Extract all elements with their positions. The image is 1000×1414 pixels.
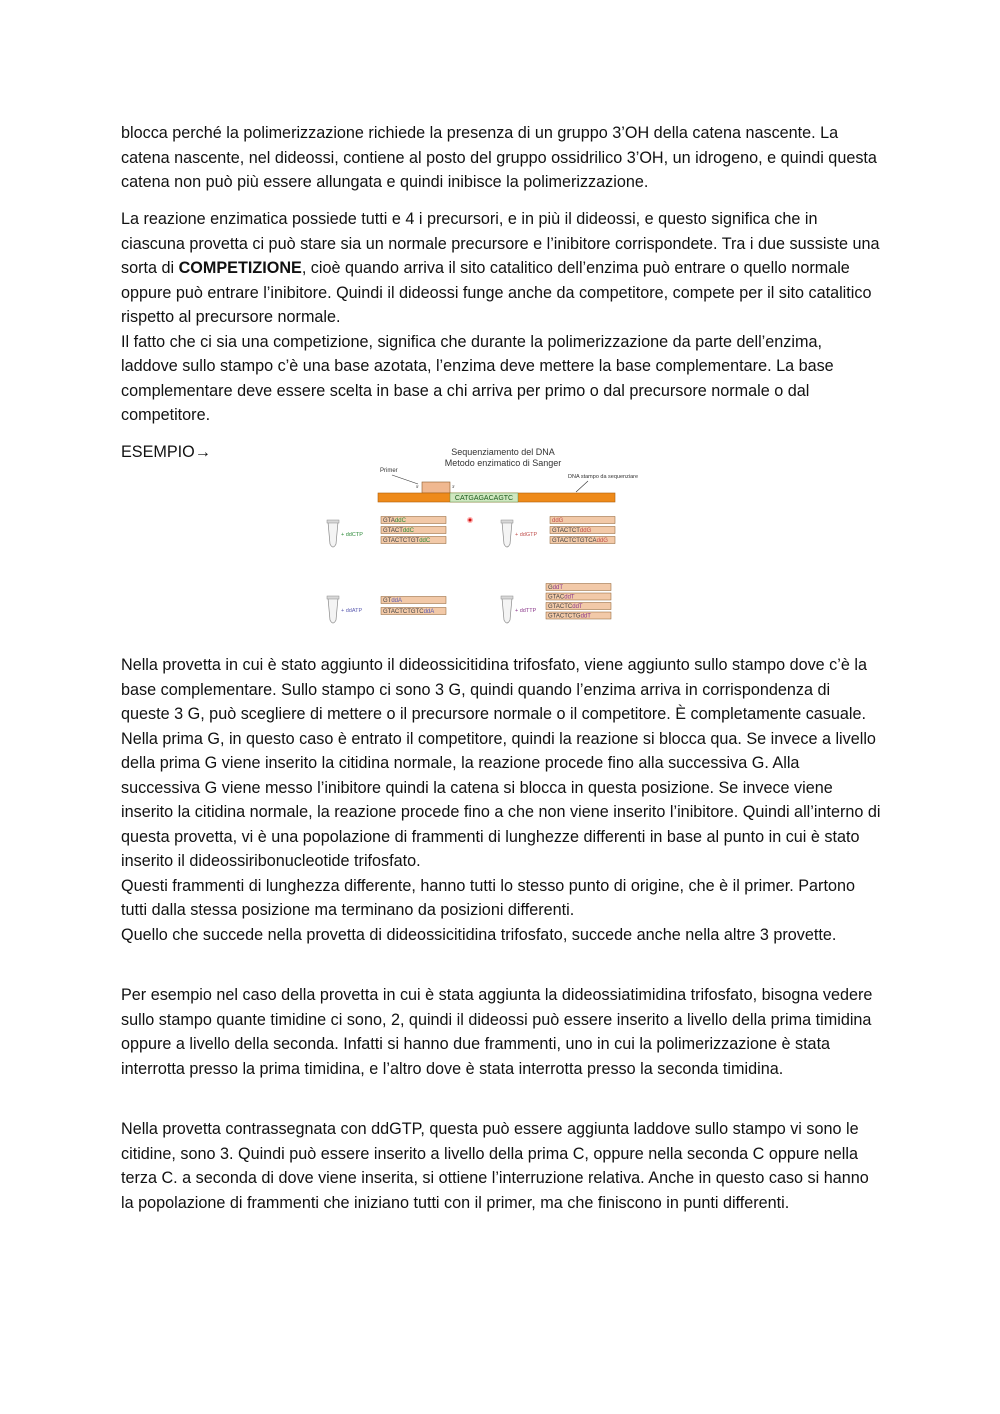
paragraph-2-line2: Il fatto che ci sia una competizione, significa che durante la polimerizzazione da parte dell’enzima, laddove sullo stampo c’è una base azotata, l’enzima deve mettere la base complementare. La base complementare deve essere scelta in base a chi arriva per primo o dal precursore normale o dal competitore. — [121, 332, 834, 424]
test-tube-icon — [328, 598, 338, 623]
paragraph-2 — [121, 207, 881, 428]
fragment-sequence: GTACTCTGTCddA — [383, 609, 435, 615]
three-prime-label: 3' — [452, 484, 455, 489]
fragment-sequence: GTACTCTGTCAddG — [552, 538, 608, 544]
tube-label: + ddGTP — [515, 532, 538, 538]
tube-label: + ddCTP — [341, 532, 363, 538]
paragraph-3-line4: Quello che succede nella provetta di dideossicitidina trifosfato, succede anche nella altre 3 provette. — [121, 925, 837, 944]
fragment-sequence: GTACTCddT — [548, 604, 583, 610]
keyword-competizione: COMPETIZIONE — [178, 259, 302, 277]
fragment-sequence: GTAddC — [383, 518, 406, 524]
fragment-sequence: GTACTCTddG — [552, 528, 592, 534]
paragraph-3 — [121, 653, 881, 947]
figure-title-line1: Sequenziamento del DNA — [451, 447, 555, 457]
sanger-sequencing-figure — [318, 440, 668, 635]
tube-groups — [327, 517, 615, 624]
primer-block — [422, 482, 450, 493]
fragment-sequence: GTACTddC — [383, 528, 414, 534]
fragment-sequence: ddG — [552, 518, 564, 524]
fragment-sequence: GTACTCTGddT — [548, 613, 591, 620]
figure-title-line2: Metodo enzimatico di Sanger — [444, 458, 562, 468]
test-tube-cap — [501, 520, 513, 523]
test-tube-cap — [501, 596, 513, 599]
template-sequence: CATGAGACAGTC — [454, 495, 514, 503]
test-tube-icon — [502, 522, 512, 547]
tube-label: + ddATP — [341, 608, 363, 614]
tube-group — [501, 584, 611, 624]
fragment-sequence: GddT — [548, 585, 564, 591]
paragraph-1 — [121, 121, 881, 195]
template-label: DNA stampo da sequenziare — [568, 474, 639, 480]
paragraph-2-after: , cioè quando arriva il sito catalitico dell’enzima può entrare o quello normale oppure può entrare l’inibitore. Quindi il dideossi funge anche da competitore, compete per il sito catalitico rispetto al precursore normale. — [121, 259, 872, 326]
paragraph-2-before: La reazione enzimatica possiede tutti e 4 i precursori, e in più il dideossi, e questo significa che in ciascuna provetta ci può stare sia un normale precursore e l’inibitore corrispondete. Tra i due sussiste una sorta di — [121, 210, 880, 277]
tube-group — [501, 517, 615, 548]
fragment-sequence: GTACTCTGTddC — [383, 538, 431, 544]
primer-label: Primer — [380, 468, 398, 474]
paragraph-2-text — [121, 207, 881, 330]
paragraph-5-text: Nella provetta contrassegnata con ddGTP, questa può essere aggiunta laddove sullo stampo vi sono le citidine, sono 3. Quindi può essere inserito a livello della prima C, oppure nella seconda C oppure nella terza C. a seconda di dove viene inserita, si ottiene l’interruzione relativa. Anche in questo caso si hanno la popolazione di frammenti che iniziano tutti con il primer, ma che finiscono in punti differenti. — [121, 1120, 869, 1212]
pointer-dot — [469, 519, 472, 522]
tube-group — [327, 596, 446, 623]
paragraph-4-text: Per esempio nel caso della provetta in cui è stata aggiunta la dideossiatimidina trifosfato, bisogna vedere sullo stampo quante timidine ci sono, 2, quindi il dideossi può essere inserito a livello della prima timidina oppure a livello della seconda. Infatti si hanno due frammenti, uno in cui la polimerizzazione è stata interrotta presso la prima timidina, e l’altro dove è stata interrotta presso la seconda timidina. — [121, 986, 873, 1078]
paragraph-3-line2: Nella prima G, in questo caso è entrato il competitore, quindi la reazione si blocca qua. Se invece a livello della prima G viene inserito la citidina normale, la reazione procede fino alla successiva G. Alla successiva G viene messo l’inibitore quindi la catena si blocca in questa posizione. Se invece viene inserito la citidina normale, la reazione procede fino a che non viene inserito l’inibitore. Quindi all’interno di questa provetta, vi è una popolazione di frammenti di lunghezze differenti in base al punto in cui è stato inserito il dideossiribonucleotide trifosfato. — [121, 729, 881, 870]
paragraph-5 — [121, 1117, 881, 1215]
five-prime-label: 5' — [416, 484, 419, 489]
example-label: ESEMPIO→ — [121, 443, 211, 461]
paragraph-3-line3: Questi frammenti di lunghezza differente, hanno tutti lo stesso punto di origine, che è il primer. Partono tutti dalla stessa posizione ma terminano da posizioni differenti. — [121, 876, 855, 919]
tube-group — [327, 517, 446, 548]
test-tube-icon — [328, 522, 338, 547]
primer-arrow — [392, 475, 418, 484]
test-tube-icon — [502, 598, 512, 623]
paragraph-4 — [121, 983, 881, 1081]
paragraph-1-text: blocca perché la polimerizzazione richiede la presenza di un gruppo 3’OH della catena nascente. La catena nascente, nel dideossi, contiene al posto del gruppo ossidrilico 3’OH, un idrogeno, e quindi questa catena non può più essere allungata e quindi inibisce la polimerizzazione. — [121, 124, 877, 191]
fragment-sequence: GTACddT — [548, 594, 575, 601]
tube-label: + ddTTP — [515, 608, 537, 614]
test-tube-cap — [327, 596, 339, 599]
paragraph-3-line1: Nella provetta in cui è stato aggiunto il dideossicitidina trifosfato, viene aggiunto sullo stampo dove c’è la base complementare. Sullo stampo ci sono 3 G, quindi quando l’enzima arriva in corrispondenza di queste 3 G, può scegliere di mettere o il precursore normale o il competitore. È completamente casuale. — [121, 656, 867, 723]
fragment-sequence: GTddA — [383, 598, 403, 604]
test-tube-cap — [327, 520, 339, 523]
template-arrow — [576, 481, 588, 492]
